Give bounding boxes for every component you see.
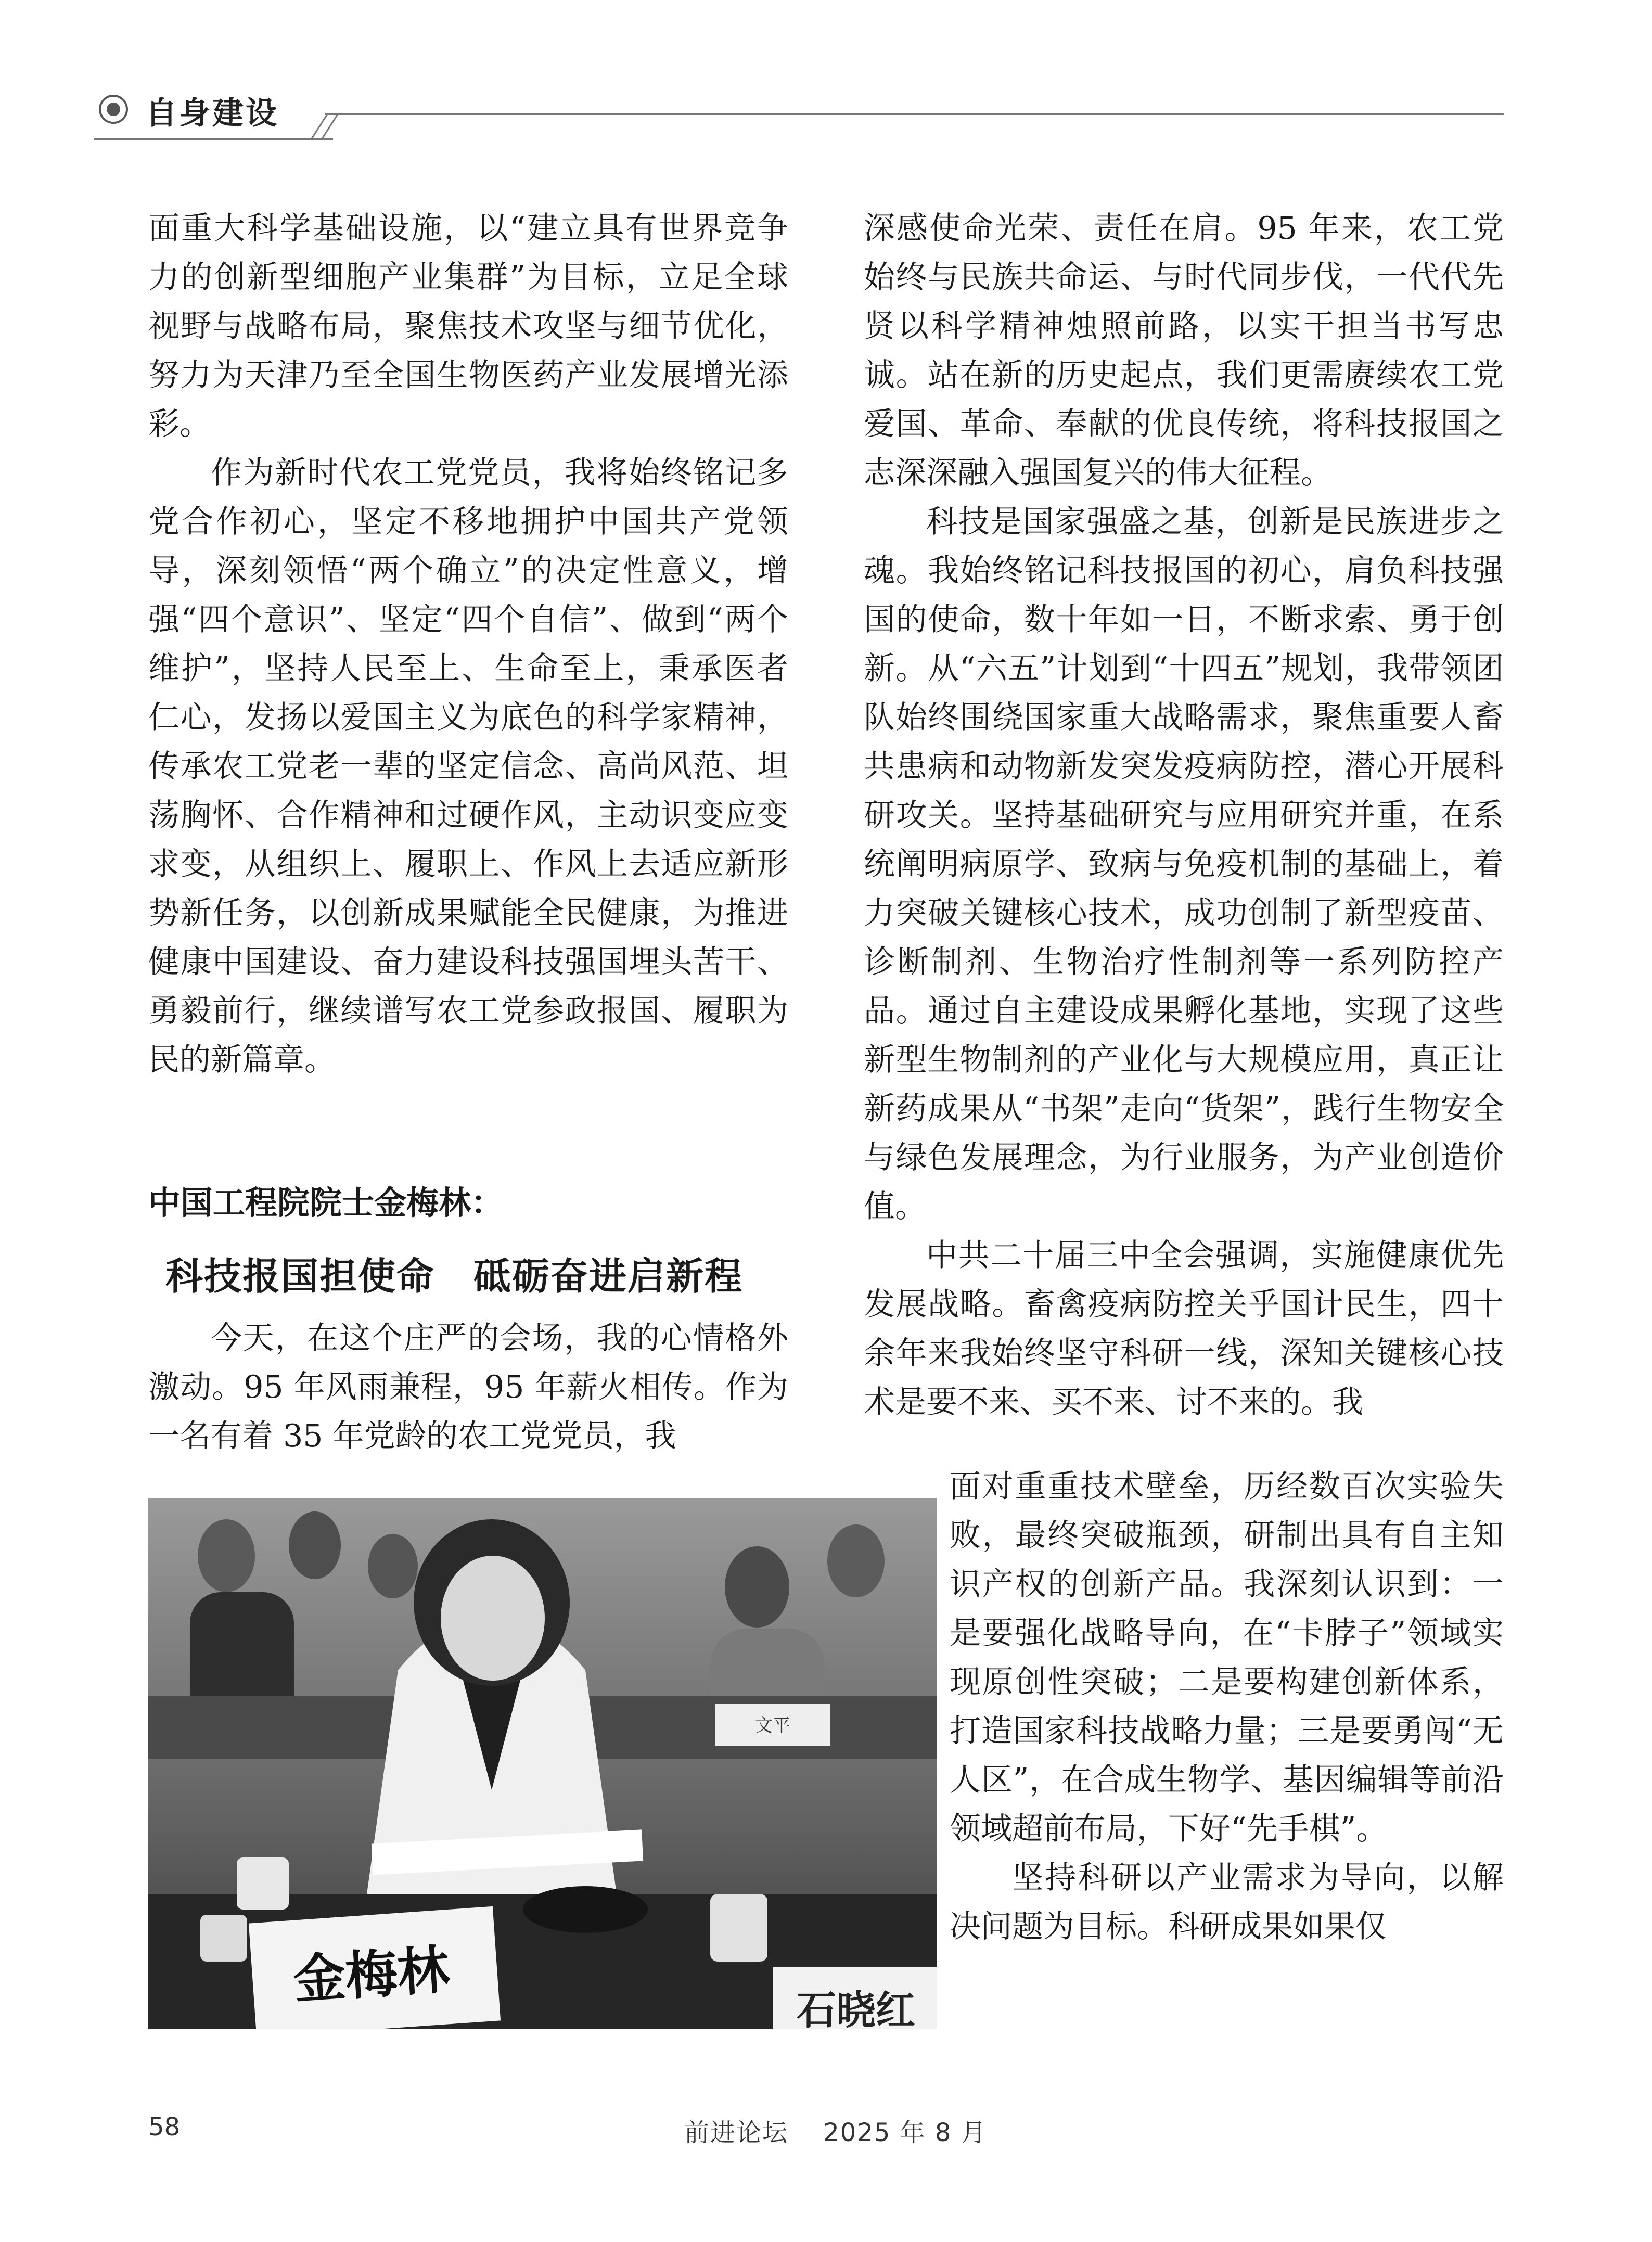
paragraph: 今天，在这个庄严的会场，我的心情格外激动。95 年风雨兼程，95 年薪火相传。作为一名有着 35 年党龄的农工党党员，我 xyxy=(148,1320,788,1454)
paragraph: 作为新时代农工党党员，我将始终铭记多党合作初心，坚定不移地拥护中国共产党领导，深刻领悟“两个确立”的决定性意义，增强“四个意识”、坚定“四个自信”、做到“两个维护”，坚持人民至上、生命至上，秉承医者仁心，发扬以爱国主义为底色的科学家精神，传承农工党老一辈的坚定信念、高尚风范、坦荡胸怀、合作精神和过硬作风，主动识变应变求变，从组织上、履职上、作风上去适应新形势新任务，以创新成果赋能全民健康，为推进健康中国建设、奋力建设科技强国埋头苦干、勇毅前行，继续谱写农工党参政报国、履职为民的新篇章。 xyxy=(148,455,788,1078)
header-rule xyxy=(325,113,1504,115)
page-footer xyxy=(0,2112,1652,2154)
meeting-photo xyxy=(148,1498,937,2029)
publication-info: 前进论坛 2025 年 8 月 xyxy=(684,2118,987,2147)
right-column-wrapped xyxy=(950,1462,1504,1951)
section-title: 自身建设 xyxy=(146,95,279,132)
paragraph: 坚持科研以产业需求为导向，以解决问题为目标。科研成果如果仅 xyxy=(950,1860,1504,1945)
nameplate-main: 金梅林 xyxy=(291,1938,452,2011)
left-column-top xyxy=(148,204,788,1084)
paragraph: 中共二十届三中全会强调，实施健康优先发展战略。畜禽疫病防控关乎国计民生，四十余年来我始终坚守科研一线，深知关键核心技术是要不来、买不来、讨不来的。我 xyxy=(864,1237,1504,1420)
page-number: 58 xyxy=(148,2112,181,2142)
header-slash-decoration xyxy=(307,112,343,139)
header-rule-lower xyxy=(94,138,333,140)
nameplate-bottom-right: 石晓红 xyxy=(797,1987,915,2029)
meeting-photo-illustration xyxy=(148,1498,937,2029)
paragraph: 深感使命光荣、责任在肩。95 年来，农工党始终与民族共命运、与时代同步伐，一代代先贤以科学精神烛照前路，以实干担当书写忠诚。站在新的历史起点，我们更需赓续农工党爱国、革命、奉献的优良传统，将科技报国之志深深融入强国复兴的伟大征程。 xyxy=(864,210,1504,491)
section-header xyxy=(94,83,1504,140)
right-column-top xyxy=(864,204,1504,1427)
paragraph: 面对重重技术壁垒，历经数百次实验失败，最终突破瓶颈，研制出具有自主知识产权的创新产品。我深刻认识到：一是要强化战略导向，在“卡脖子”领域实现原创性突破；二是要构建创新体系，打造国家科技战略力量；三是要勇闯“无人区”，在合成生物学、基因编辑等前沿领域超前布局，下好“先手棋”。 xyxy=(950,1468,1504,1847)
target-circle-icon xyxy=(99,95,128,124)
paragraph: 面重大科学基础设施，以“建立具有世界竞争力的创新型细胞产业集群”为目标，立足全球视野与战略布局，聚焦技术攻坚与细节优化，努力为天津乃至全国生物医药产业发展增光添彩。 xyxy=(148,210,788,442)
paragraph: 科技是国家强盛之基，创新是民族进步之魂。我始终铭记科技报国的初心，肩负科技强国的使命，数十年如一日，不断求索、勇于创新。从“六五”计划到“十四五”规划，我带领团队始终围绕国家重大战略需求，聚焦重要人畜共患病和动物新发突发疫病防控，潜心开展科研攻关。坚持基础研究与应用研究并重，在系统阐明病原学、致病与免疫机制的基础上，着力突破关键核心技术，成功创制了新型疫苗、诊断制剂、生物治疗性制剂等一系列防控产品。通过自主建设成果孵化基地，实现了这些新型生物制剂的产业化与大规模应用，真正让新药成果从“书架”走向“货架”，践行生物安全与绿色发展理念，为行业服务，为产业创造价值。 xyxy=(864,504,1504,1225)
speech-title: 科技报国担使命 砥砺奋进启新程 xyxy=(165,1254,744,1298)
nameplate-right: 文平 xyxy=(755,1715,790,1736)
left-column-bottom xyxy=(148,1314,788,1460)
speaker-byline: 中国工程院院士金梅林： xyxy=(148,1184,504,1222)
